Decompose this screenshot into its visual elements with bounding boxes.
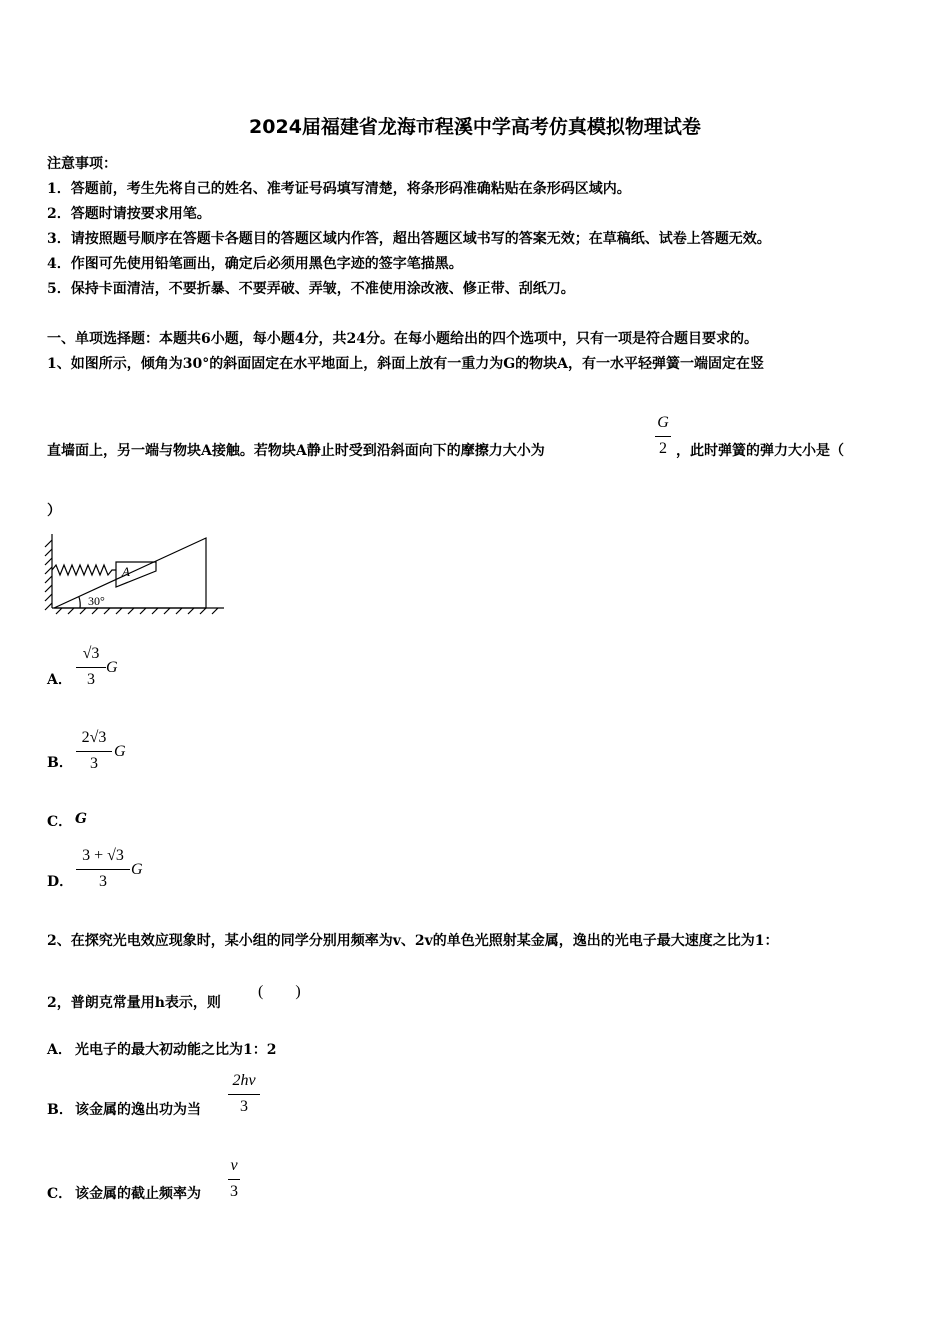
section-heading: 一、单项选择题：本题共6小题，每小题4分，共24分。在每小题给出的四个选项中，只有一项是符合题目要求的。 xyxy=(47,331,758,347)
fraction-denominator: 3 xyxy=(90,755,98,772)
block-label: A xyxy=(122,564,130,579)
q1-stem-line1: 1、如图所示，倾角为30°的斜面固定在水平地面上，斜面上放有一重力为G的物块A，有一水平轻弹簧一端固定在竖 xyxy=(47,356,765,372)
incline-spring-figure xyxy=(42,532,228,616)
q1-option-d-fraction xyxy=(76,847,130,897)
notice-item-5: 5．保持卡面清洁，不要折暴、不要弄破、弄皱，不准使用涂改液、修正带、刮纸刀。 xyxy=(47,281,575,297)
q2-option-a-label: A． xyxy=(47,1042,72,1058)
fraction-numerator: v xyxy=(230,1157,238,1174)
q1-fraction xyxy=(655,414,671,464)
fraction-denominator: 3 xyxy=(87,671,95,688)
notice-item-2: 2．答题时请按要求用笔。 xyxy=(47,206,211,222)
fraction-bar xyxy=(76,751,112,752)
fraction-numerator: 2hv xyxy=(232,1072,256,1089)
q1-option-d-suffix: G xyxy=(131,861,143,878)
q1-fraction-numerator: G xyxy=(657,414,669,431)
fraction-numerator: √3 xyxy=(82,645,100,662)
q2-option-c-text: 该金属的截止频率为 xyxy=(75,1186,201,1202)
q1-option-b-suffix: G xyxy=(114,743,126,760)
q1-option-a-fraction xyxy=(76,645,106,695)
wall-hatching xyxy=(45,540,52,610)
q1-option-b-label: B． xyxy=(47,755,73,771)
ground-hatching xyxy=(56,608,218,614)
notice-heading: 注意事项： xyxy=(47,156,117,172)
q1-option-c-label: C． xyxy=(47,814,73,830)
q2-stem-line2: 2，普朗克常量用h表示，则 xyxy=(47,995,221,1011)
q1-fraction-denominator: 2 xyxy=(659,440,667,457)
q2-option-b-text: 该金属的逸出功为当 xyxy=(75,1102,201,1118)
fraction-denominator: 3 xyxy=(240,1098,248,1115)
fraction-bar xyxy=(228,1094,260,1095)
q2-option-b-fraction xyxy=(228,1072,260,1122)
q2-answer-paren: ( ) xyxy=(258,983,301,1000)
angle-label: 30° xyxy=(88,594,105,608)
fraction-denominator: 3 xyxy=(230,1183,238,1200)
q1-option-c-text: G xyxy=(75,811,87,827)
fraction-numerator: 2√3 xyxy=(81,729,107,746)
q1-option-a-label: A． xyxy=(47,672,72,688)
fraction-bar xyxy=(76,869,130,870)
page-title: 2024届福建省龙海市程溪中学高考仿真模拟物理试卷 xyxy=(249,116,701,138)
fraction-bar xyxy=(655,436,671,437)
q1-stem-line3: ） xyxy=(47,503,61,519)
q1-option-b-fraction xyxy=(76,729,112,779)
notice-item-1: 1．答题前，考生先将自己的姓名、准考证号码填写清楚，将条形码准确粘贴在条形码区域内。 xyxy=(47,181,631,197)
q2-option-c-label: C． xyxy=(47,1186,73,1202)
q1-stem-line2a: 直墙面上，另一端与物块A接触。若物块A静止时受到沿斜面向下的摩擦力大小为 xyxy=(47,443,545,459)
notice-item-4: 4．作图可先使用铅笔画出，确定后必须用黑色字迹的签字笔描黑。 xyxy=(47,256,463,272)
q1-option-d-label: D． xyxy=(47,874,74,890)
q1-option-a-suffix: G xyxy=(106,659,118,676)
q1-stem-line2b: ，此时弹簧的弹力大小是（ xyxy=(676,443,844,459)
spring xyxy=(52,565,116,575)
q2-option-a-text: 光电子的最大初动能之比为1：2 xyxy=(75,1042,277,1058)
notice-item-3: 3．请按照题号顺序在答题卡各题目的答题区域内作答，超出答题区域书写的答案无效；在草稿纸、试卷上答题无效。 xyxy=(47,231,771,247)
q2-option-c-fraction xyxy=(228,1157,240,1207)
q2-stem-line1: 2、在探究光电效应现象时，某小组的同学分别用频率为v、2v的单色光照射某金属，逸出的光电子最大速度之比为1： xyxy=(47,933,779,949)
fraction-denominator: 3 xyxy=(99,873,107,890)
q2-option-b-label: B． xyxy=(47,1102,73,1118)
fraction-numerator: 3 + √3 xyxy=(82,847,124,864)
angle-arc xyxy=(79,597,80,608)
fraction-bar xyxy=(76,667,106,668)
fraction-bar xyxy=(228,1179,240,1180)
